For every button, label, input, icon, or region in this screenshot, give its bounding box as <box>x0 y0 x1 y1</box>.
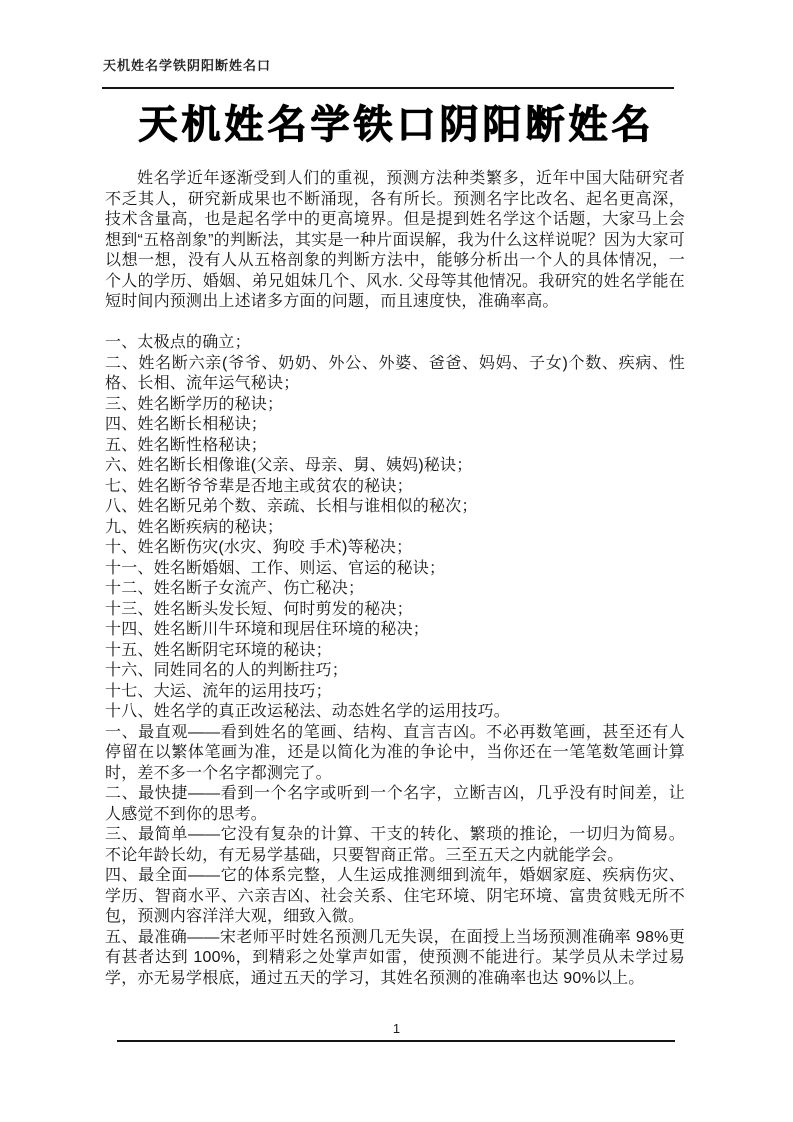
list-item: 十、姓名断伤灾(水灾、狗咬 手术)等秘决； <box>105 539 413 556</box>
feature-paragraph: 二、最快捷——看到一个名字或听到一个名字，立断吉凶，几乎没有时间差，让人感觉不到你的思考。 <box>105 785 685 823</box>
list-item: 十五、姓名断阴宅环境的秘诀； <box>105 641 332 659</box>
page-number: 1 <box>392 1021 401 1036</box>
list-item: 七、姓名断爷爷辈是否地主或贫农的秘诀； <box>105 477 413 495</box>
list-item: 十三、姓名断头发长短、何时剪发的秘决； <box>105 600 413 618</box>
page-title: 天机姓名学铁口阴阳断姓名 <box>138 102 655 148</box>
running-header-text: 天机姓名学铁阴阳断姓名口 <box>103 58 272 73</box>
feature-list <box>105 723 685 990</box>
topic-list <box>105 333 685 723</box>
list-item: 四、姓名断长相秘诀； <box>105 416 268 433</box>
list-item: 三、姓名断学历的秘诀； <box>105 395 284 413</box>
list-item: 十四、姓名断川牛环境和现居住环境的秘决； <box>105 621 430 638</box>
list-item: 十六、同姓同名的人的判断拄巧； <box>105 662 349 679</box>
list-item: 九、姓名断疾病的秘诀； <box>105 518 284 536</box>
list-item: 十七、大运、流年的运用技巧； <box>105 682 332 700</box>
list-item: 二、姓名断六亲(爷爷、奶奶、外公、外婆、爸爸、妈妈、子女)个数、疾病、性格、长相、流年运气秘诀； <box>105 354 685 392</box>
document-body <box>105 169 685 989</box>
list-item: 十二、姓名断子女流产、伤亡秘决； <box>105 580 365 597</box>
intro-paragraph: 姓名学近年逐渐受到人们的重视，预测方法种类繁多，近年中国大陆研究者不乏其人，研究新成果也不断涌现，各有所长。预测名字比改名、起名更高深，技术含量高，也是起名学中的更高境界。但是提到姓名学这个话题，大家马上会想到“五格剖象”的判断法，其实是一种片面误解，我为什么这样说呢？因为大家可以想一想，没有人从五格剖象的判断方法中，能够分析出一个人的具体情况，一个人的学历、婚姻、弟兄姐妹几个、风水. 父母等其他情况。我研究的姓名学能在短时间内预测出上述诸多方面的问题，而且速度快，准确率高。 <box>105 170 685 310</box>
feature-paragraph: 四、最全面——它的体系完整，人生运成推测细到流年，婚姻家庭、疾病伤灾、学历、智商水平、六亲吉凶、社会关系、住宅环境、阴宅环境、富贵贫贱无所不包，预测内容洋洋大观，细致入微。 <box>105 867 685 925</box>
list-item: 八、姓名断兄弟个数、亲疏、长相与谁相似的秘次； <box>105 498 478 515</box>
list-item: 十八、姓名学的真正改运秘法、动态姓名学的运用技巧。 <box>105 703 511 720</box>
list-item: 十一、姓名断婚姻、工作、则运、官运的秘诀； <box>105 559 446 577</box>
feature-paragraph: 三、最简单——它没有复杂的计算、干支的转化、繁琐的推论，一切归为简易。不论年龄长幼，有无易学基础，只要智商正常。三至五天之内就能学会。 <box>105 826 685 864</box>
list-item: 六、姓名断长相像谁(父亲、母亲、舅、姨妈)秘诀； <box>105 457 473 474</box>
list-item: 一、太极点的确立； <box>105 334 251 351</box>
header-rule <box>102 87 674 89</box>
feature-paragraph: 五、最准确——宋老师平时姓名预测几无失误，在面授上当场预测准确率 98%更有甚者达到 100%，到精彩之处掌声如雷，使预测不能进行。某学员从未学过易学，亦无易学根底，通过五天的学习，其姓名预测的准确率也达 90%以上。 <box>105 928 685 987</box>
list-item: 五、姓名断性格秘诀； <box>105 436 268 454</box>
running-header <box>103 55 271 74</box>
feature-paragraph: 一、最直观——看到姓名的笔画、结构、直言吉凶。不必再数笔画，甚至还有人停留在以繁体笔画为准，还是以简化为准的争论中，当你还在一笔笔数笔画计算时，差不多一个名字都测完了。 <box>105 723 685 782</box>
footer-rule <box>117 1040 675 1042</box>
